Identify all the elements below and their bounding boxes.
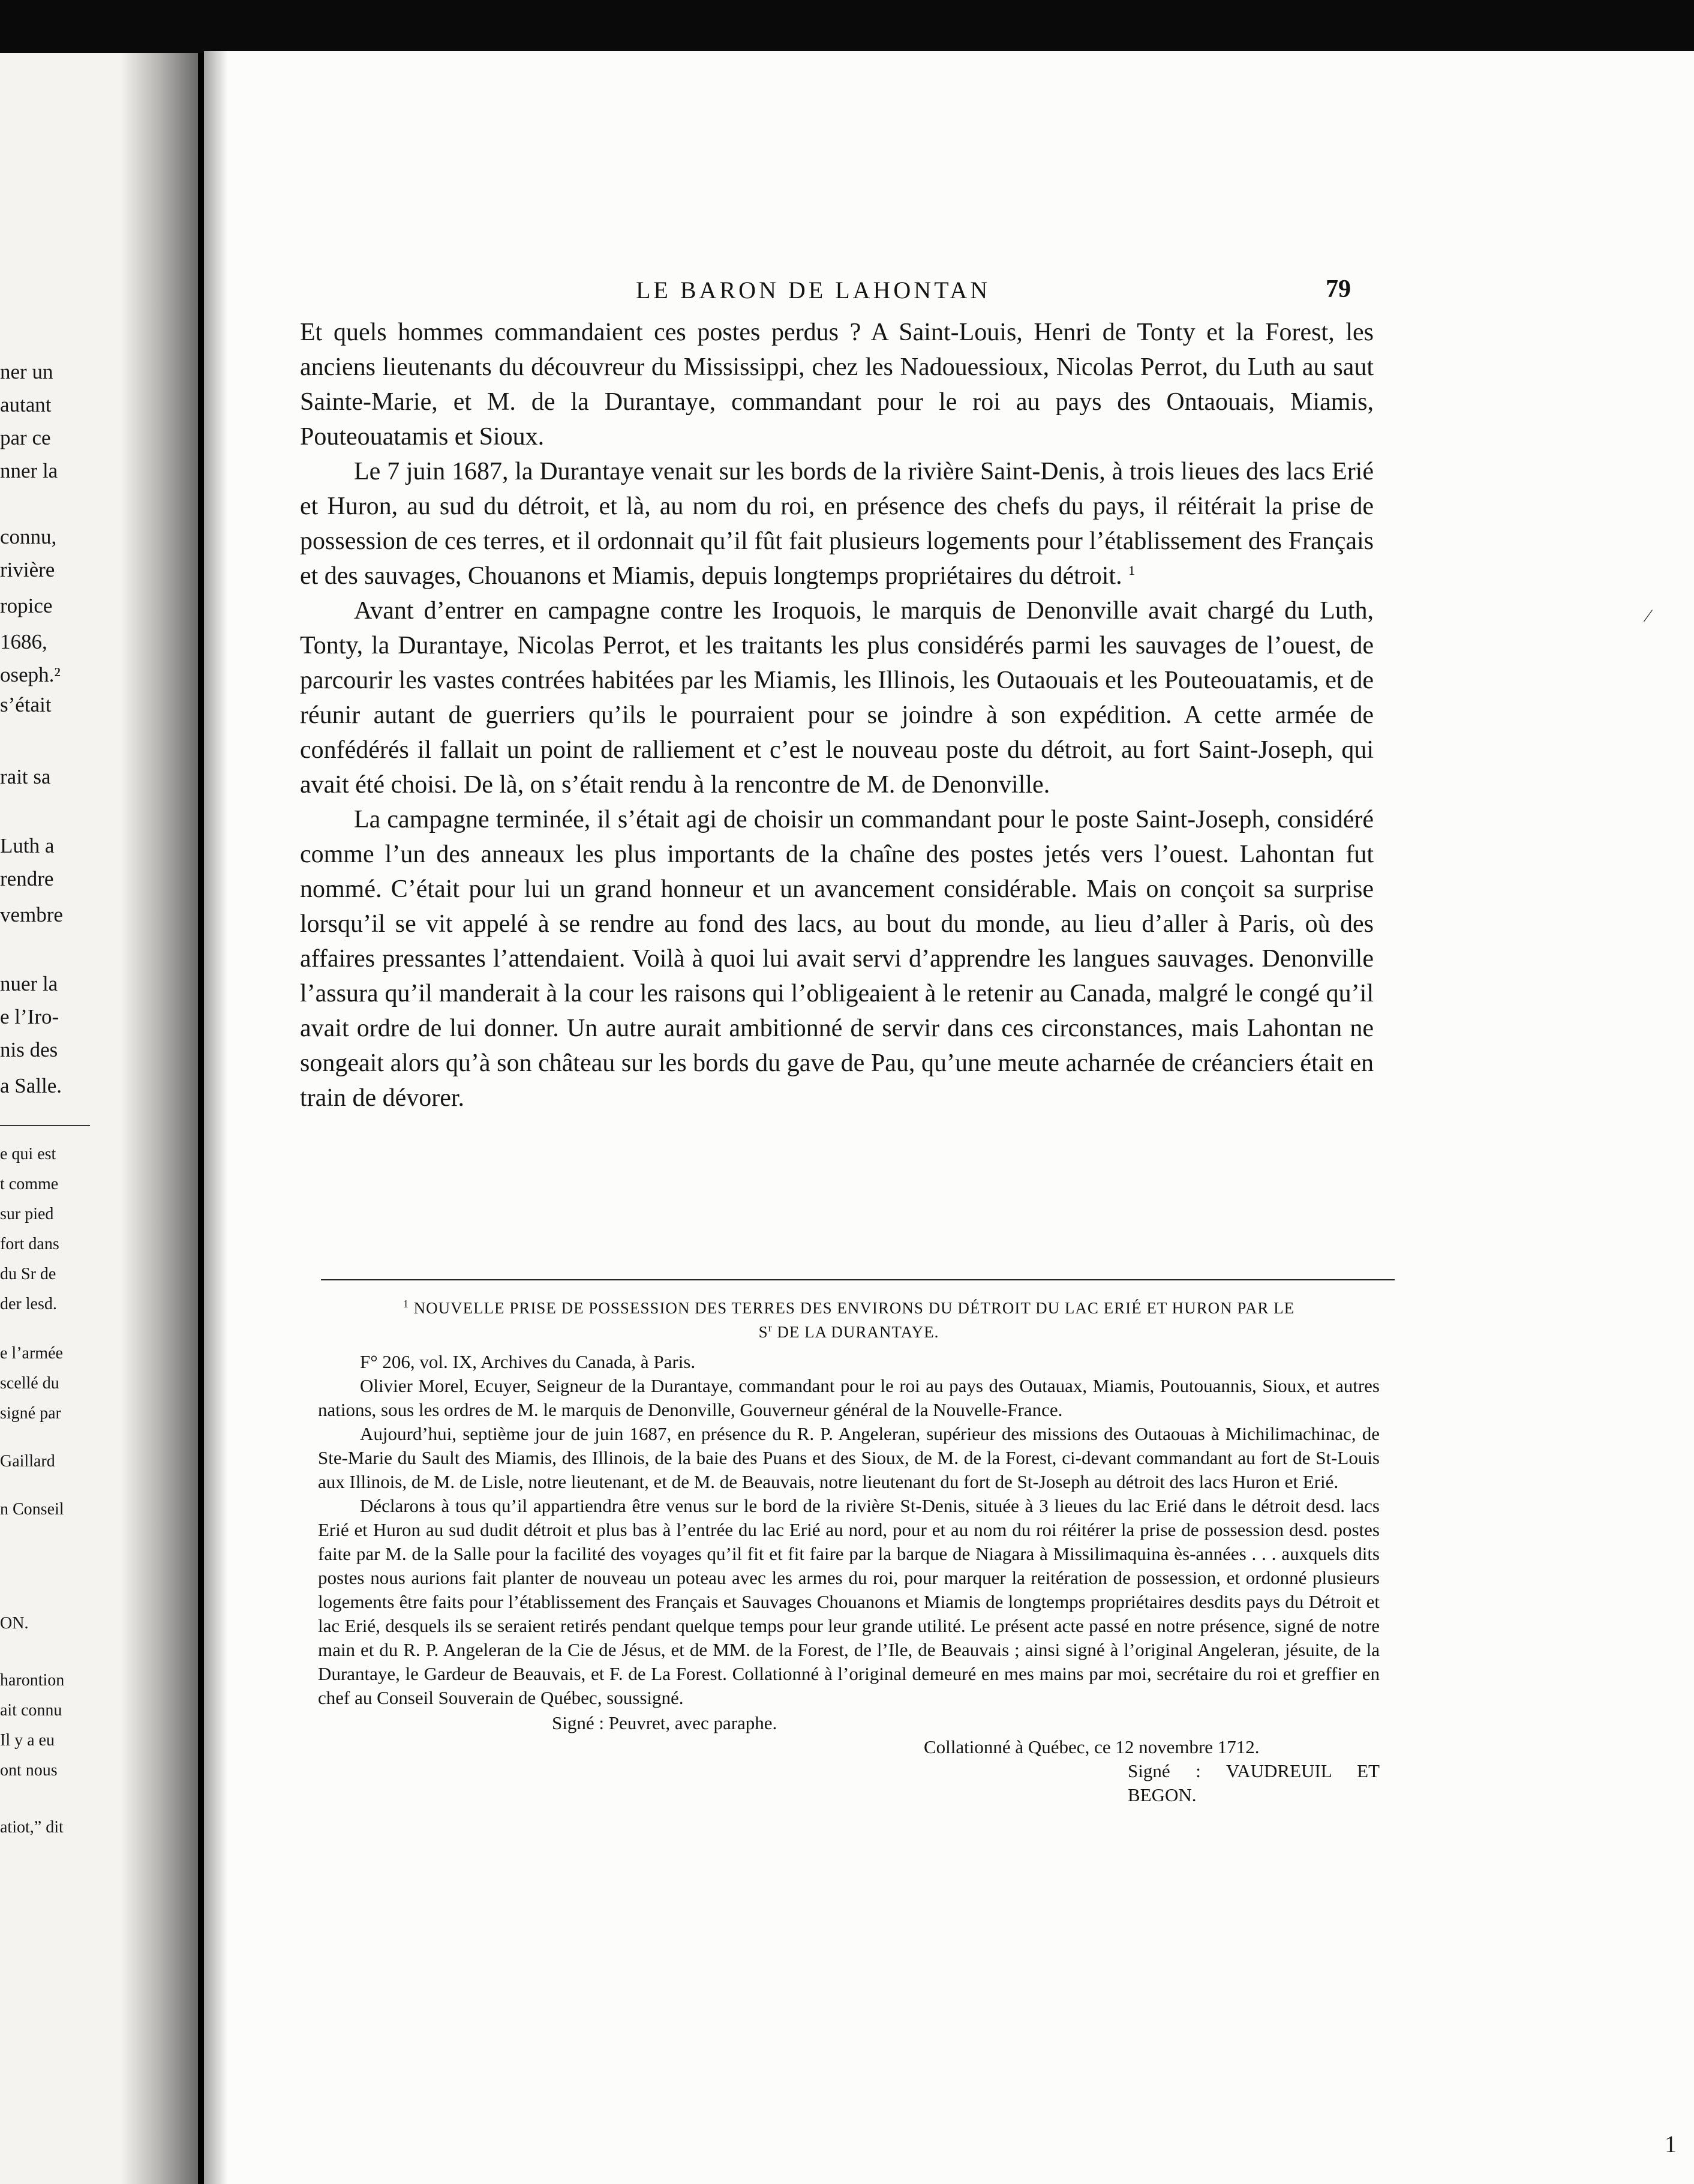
- margin-mark: ⁄: [1647, 606, 1650, 626]
- left-page-line: scellé du: [0, 1374, 59, 1393]
- left-page-line: Gaillard: [0, 1452, 55, 1471]
- left-page-line: Luth a: [0, 834, 55, 857]
- left-page-line: nis des: [0, 1038, 58, 1061]
- footnote-heading-line2-sup: r: [768, 1322, 773, 1334]
- footnote-heading: [318, 1296, 1380, 1344]
- left-page-line: e l’armée: [0, 1344, 63, 1363]
- left-page-line: oseph.²: [0, 663, 61, 686]
- left-page-line: e qui est: [0, 1145, 56, 1163]
- left-page-line: vembre: [0, 903, 63, 926]
- paragraph-2: [300, 454, 1374, 593]
- footnote-signature-1: Signé : Peuvret, avec paraphe.: [552, 1712, 777, 1733]
- edge-mark: 1: [1665, 2131, 1677, 2158]
- page-number: 79: [1326, 275, 1351, 303]
- left-page-line: sur pied: [0, 1205, 54, 1223]
- footnote-signature-3: Signé : VAUDREUIL ET BEGON.: [1128, 1760, 1380, 1805]
- footnote-rule: [321, 1279, 1395, 1280]
- left-page-line: connu,: [0, 525, 57, 548]
- left-page-line: ont nous: [0, 1761, 58, 1780]
- footnote-heading-line1: NOUVELLE PRISE DE POSSESSION DES TERRES DES ENVIRONS DU DÉTROIT DU LAC ERIÉ ET HURON PAR LE: [413, 1299, 1295, 1317]
- paragraph-3: Avant d’entrer en campagne contre les Iroquois, le marquis de Denonville avait chargé du Luth, Tonty, la Durantaye, Nicolas Perrot, et les traitants les plus considérés parmi les sauvages de l’ouest, de parcourir les vastes contrées habitées par les Miamis, les Illinois, les Outaouais et les Pouteouatamis, et de réunir autant de guerriers qu’ils le pourraient pour se joindre à son expédition. A cette armée de confédérés il fallait un point de ralliement et c’est le nouveau poste du détroit, au fort Saint-Joseph, qui avait été choisi. De là, on s’était rendu à la rencontre de M. de Denonville.: [300, 597, 1374, 799]
- page-edge-shade: [204, 51, 228, 2184]
- left-page-line: harontion: [0, 1671, 65, 1690]
- left-page-line: rendre: [0, 867, 54, 890]
- footnote-para-3: Déclarons à tous qu’il appartiendra être venus sur le bord de la rivière St-Denis, située à 3 lieues du lac Erié dans le détroit desd. lacs Erié et Huron au sud dudit détroit et plus bas à l’entrée du lac Erié au nord, pour et au nom du roi réitérer la prise de possession desd. postes faite par M. de la Salle pour la facilité des voyages qu’il fit et fit faire par la barque de Niagara à Missilimaquina ès-années . . . auxquels dits postes nous aurions fait planter de nouveau un poteau avec les armes du roi, pour marquer la reitération de possession, et ordonné plusieurs logements être faits pour l’établissement des Français et Sauvages Chouanons et Miamis de longtemps propriétaires desdits pays du Détroit et lac Erié, desquels ils se seraient retirés pendant quelque temps pour leur grande utilité. Le présent acte passé en notre présence, signé de notre main et du R. P. Angeleran de la Cie de Jésus, et de MM. de la Forest, de l’Ile, de Beauvais ; ainsi signé à l’original Angeleran, jésuite, de la Durantaye, le Gardeur de Beauvais, et F. de La Forest. Collationné à l’original demeuré en mes mains par moi, secrétaire du roi et greffier en chef au Conseil Souverain de Québec, soussigné.: [318, 1495, 1380, 1708]
- left-page-line: a Salle.: [0, 1074, 62, 1097]
- left-page-footnote-rule: [0, 1125, 90, 1126]
- left-page-line: par ce: [0, 426, 51, 449]
- footnote-para-2: Aujourd’hui, septième jour de juin 1687, en présence du R. P. Angeleran, supérieur des missions des Outaouas à Michilimachinac, de Ste-Marie du Sault des Miamis, des Illinois, de la baie des Puans et des Sioux, de M. de la Forest, ci-devant commandant au fort de St-Louis aux Illinois, de M. de Lisle, notre lieutenant, et de M. de Beauvais, notre lieutenant du fort de St-Joseph au détroit des lacs Huron et Erié.: [318, 1423, 1380, 1492]
- right-page: [204, 51, 1694, 2184]
- left-page-line: 1686,: [0, 630, 47, 653]
- running-head: LE BARON DE LAHONTAN: [636, 277, 991, 304]
- page-gutter-shadow: [120, 53, 216, 2184]
- left-page-line: rivière: [0, 558, 55, 581]
- left-page-line: du Sr de: [0, 1265, 56, 1283]
- paragraph-4: La campagne terminée, il s’était agi de choisir un commandant pour le poste Saint-Joseph, considéré comme l’un des anneaux les plus importants de la chaîne des postes jetés vers l’ouest. Lahontan fut nommé. C’était pour lui un grand honneur et un avancement considérable. Mais on conçoit sa surprise lorsqu’il se vit appelé à se rendre au fond des lacs, au bout du monde, au lieu d’aller à Paris, où des affaires pressantes l’attendaient. Voilà à quoi lui avait servi d’apprendre les langues sauvages. Denonville l’assura qu’il manderait à la cour les raisons qui l’obligeaient à le retenir au Canada, malgré le congé qu’il avait ordre de lui donner. Un autre aurait ambitionné de servir dans ces circonstances, mais Lahontan ne songeait alors qu’à son château sur les bords du gave de Pau, qu’une meute acharnée de créanciers était en train de dévorer.: [300, 806, 1374, 1112]
- left-page-line: ropice: [0, 594, 53, 617]
- left-page-line: nner la: [0, 459, 58, 482]
- left-page-line: ON.: [0, 1614, 29, 1633]
- left-page-line: atiot,” dit: [0, 1818, 64, 1837]
- footnotes: [318, 1296, 1380, 1807]
- footnote-heading-line2-b: DE LA DURANTAYE.: [772, 1323, 939, 1341]
- body-text: [300, 315, 1374, 1115]
- left-page-line: t comme: [0, 1175, 59, 1193]
- left-page-line: s’était: [0, 693, 52, 716]
- footnote-signature-2: Collationné à Québec, ce 12 novembre 1712.: [924, 1736, 1260, 1757]
- left-page-line: e l’Iro-: [0, 1005, 59, 1028]
- left-page-line: nuer la: [0, 972, 58, 995]
- left-page-line: Il y a eu: [0, 1731, 55, 1750]
- left-page-line: rait sa: [0, 765, 51, 788]
- left-page-line: n Conseil: [0, 1500, 64, 1519]
- footnote-reference: F° 206, vol. IX, Archives du Canada, à Paris.: [360, 1351, 696, 1372]
- left-page-line: autant: [0, 393, 52, 416]
- left-page-line: ait connu: [0, 1701, 62, 1720]
- left-page-line: ner un: [0, 360, 53, 383]
- left-page-line: fort dans: [0, 1235, 59, 1253]
- footnote-number: 1: [403, 1298, 409, 1310]
- left-page-line: signé par: [0, 1404, 61, 1423]
- paragraph-2-text: Le 7 juin 1687, la Durantaye venait sur les bords de la rivière Saint-Denis, à trois lieues des lacs Erié et Huron, au sud du détroit, et là, au nom du roi, en présence des chefs du pays, il réitérait la prise de possession de ces terres, et il ordonnait qu’il fût fait plusieurs logements pour l’établissement des Français et des sauvages, Chouanons et Miamis, depuis longtemps propriétaires du détroit.: [300, 458, 1374, 590]
- footnote-para-1: Olivier Morel, Ecuyer, Seigneur de la Durantaye, commandant pour le roi au pays des Outauax, Miamis, Poutouannis, Sioux, et autres nations, sous les ordres de M. le marquis de Denonville, Gouverneur général de la Nouvelle-France.: [318, 1375, 1380, 1420]
- footnote-ref: 1: [1128, 563, 1136, 578]
- footnote-heading-line2-a: S: [758, 1323, 768, 1341]
- paragraph-1: Et quels hommes commandaient ces postes perdus ? A Saint-Louis, Henri de Tonty et la Forest, les anciens lieutenants du découvreur du Mississippi, chez les Nadouessioux, Nicolas Perrot, du Luth au saut Sainte-Marie, et M. de la Durantaye, commandant pour le roi au pays des Ontaouais, Miamis, Pouteouatamis et Sioux.: [300, 319, 1374, 451]
- left-page-line: der lesd.: [0, 1295, 57, 1313]
